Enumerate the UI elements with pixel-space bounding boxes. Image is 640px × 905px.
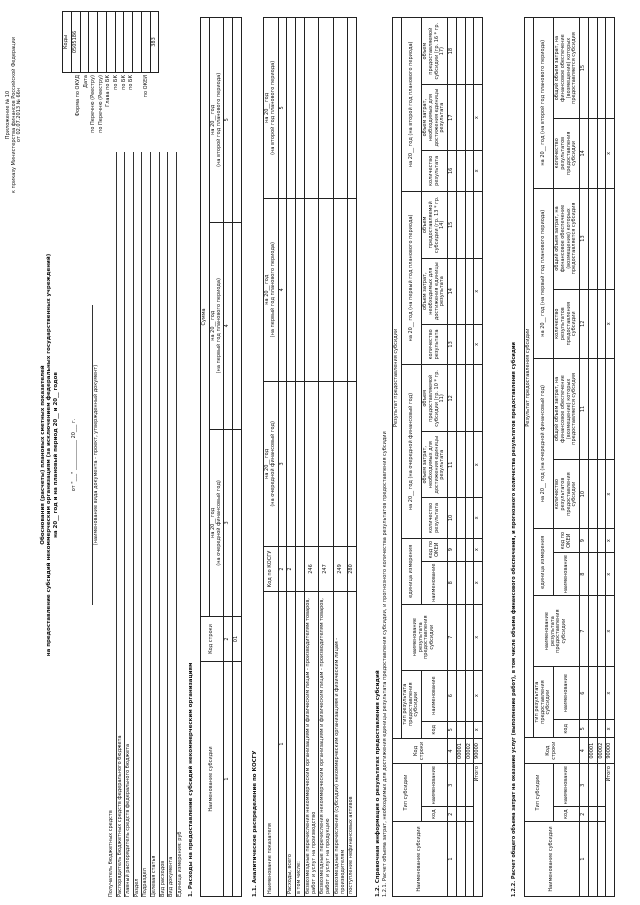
s13-num-7: 7 [580, 596, 589, 667]
s12-y1-total: объем предоставляемой субсидии (гр. 13 * гр. 14) [422, 191, 448, 258]
code-label-bk-3: по БК [128, 75, 135, 90]
s13-num-11: 11 [580, 358, 589, 459]
s1-year2-label: на 20__ год [209, 104, 216, 135]
s11-row-2-name: в том числе: [296, 592, 305, 897]
s12-x-5: х [474, 538, 483, 561]
s1-num-1: 1 [224, 662, 233, 897]
s12-total-label: Итого [474, 764, 483, 897]
code-okud: 0505186 [71, 12, 80, 73]
appendix-line-1: Приложение № 10 [5, 90, 11, 140]
s12-num-10: 10 [448, 498, 457, 539]
s12-num-18: 18 [448, 18, 457, 85]
field-unit [177, 152, 185, 897]
s11-row-4-name: безвозмездные перечисления некоммерческим организациям и физическим лицам - производителям товаров, работ и услуг на продукцию [319, 592, 334, 897]
s1-row-code: 01 [233, 617, 242, 662]
field-unit-label: Единица измерения: [176, 842, 183, 897]
field-distributor: Распорядитель бюджетных средств федерального бюджета [117, 152, 126, 897]
s1-col-name: Наименование субсидии [201, 662, 224, 897]
s12-num-6: 6 [448, 670, 457, 721]
s12-num-12: 12 [448, 365, 457, 432]
s13-restype-code: код [554, 720, 580, 738]
s13-num-8: 8 [580, 553, 589, 596]
s1-year0-sub: (на очередной финансовый год) [215, 480, 222, 566]
s12-num-7: 7 [448, 604, 457, 670]
s12-row-1-code: 00001 [456, 738, 465, 763]
appendix-block [6, 15, 23, 215]
s12-num-2: 2 [448, 807, 457, 822]
code-okei: 383 [150, 12, 159, 73]
code-bk-3 [133, 12, 142, 73]
field-section: Раздел [134, 152, 143, 897]
codes-head: Коды [63, 12, 72, 73]
s1-year0-label: на 20__ год [209, 507, 216, 538]
s11-row-2-code [296, 547, 305, 592]
s12-col-restype: тип результата предоставления субсидии [401, 670, 421, 738]
s13-y2-total: общий объем затрат, на финансовое обеспечение (возмещение) которых предоставляется субсидия [554, 18, 580, 119]
s13-year2-label: на 20__ год [539, 135, 546, 166]
s1-num-4: 4 [224, 222, 233, 429]
s12-col-name: Наименование субсидии [393, 822, 448, 897]
field-main-distributor: Главный распорядитель средств федерального бюджета [125, 152, 134, 897]
s12-y1-qty: количество результата [422, 324, 448, 365]
s12-num-13: 13 [448, 324, 457, 365]
s11-year1 [264, 198, 279, 381]
s13-x-2: х [606, 666, 615, 719]
s13-num-3: 3 [580, 764, 589, 807]
s12-x-4: х [474, 561, 483, 604]
s13-num-5: 5 [580, 720, 589, 738]
s13-col-code: Код строки [525, 738, 580, 764]
s12-type-name: наименование [422, 764, 448, 807]
codes-table [62, 11, 159, 73]
s13-type-code: код [554, 807, 580, 822]
s12-x-10: х [474, 150, 483, 191]
s12-x-2: х [474, 670, 483, 721]
s12-num-1: 1 [448, 822, 457, 897]
s12-num-3: 3 [448, 764, 457, 807]
s13-num-10: 10 [580, 459, 589, 528]
s11-row-5-name: безвозмездные перечисления (субсидии) некоммерческим организациям и физическим лицам - производителям [333, 592, 348, 897]
s12-year1-label: на 20__ год [407, 311, 414, 342]
code-label-bk-2: по БК [120, 75, 127, 90]
s13-num-12: 12 [580, 289, 589, 358]
s12-num-15: 15 [448, 191, 457, 258]
s12-year1-sub: (на первый год планового периода) [407, 214, 414, 310]
s1-year1-label: на 20__ год [209, 310, 216, 341]
appendix-line-2: к приказу Министерства финансов Российской Федерации [10, 36, 17, 194]
code-bk-1 [115, 12, 124, 73]
s12-x-9: х [474, 258, 483, 324]
s12-y0-qty: количество результата [422, 498, 448, 539]
code-registry-2 [98, 12, 107, 73]
s12-x-3: х [474, 604, 483, 670]
s13-col-type: Тип субсидии [525, 764, 554, 822]
section12-table [392, 17, 483, 897]
s13-num-6: 6 [580, 666, 589, 719]
appendix-line-3: от 02.07.2013 № 66н [16, 87, 22, 143]
s12-col-resname: наименование результата предоставления субсидии [401, 604, 447, 670]
s12-type-code: код [422, 807, 448, 822]
s12-x-7: х [474, 432, 483, 498]
title-line-3: на 20__ год и на плановый период 20__ и 20__ годов [52, 372, 59, 538]
code-label-bk-1: по БК [112, 75, 119, 90]
s12-x-1: х [474, 721, 483, 738]
s13-x-8: х [606, 119, 615, 188]
s11-year2-label: на 20__ год [264, 92, 270, 123]
code-bk-2 [124, 12, 133, 73]
s11-year0-sub: (на очередной финансовый год) [269, 421, 276, 507]
code-label-registry-1: по Перечню (Реестру) [90, 75, 97, 133]
s13-year0 [533, 358, 553, 528]
s13-unit-okei: код по ОКЕИ [554, 529, 580, 553]
s13-y0-total: общий объем затрат, на финансовое обеспечение (возмещение) которых предоставляется субсидия [554, 358, 580, 459]
s11-row-4-code: 247 [319, 547, 334, 592]
s12-y2-unitcost: объем затрат, необходимых для достижения единицы результата [422, 85, 448, 151]
section1-table [200, 17, 242, 897]
s12-num-4: 4 [448, 738, 457, 763]
field-recipient: Получатель бюджетных средств [108, 152, 117, 897]
s13-x-5: х [606, 529, 615, 553]
s12-y0-unitcost: объем затрат, необходимых для достижения единицы результата [422, 432, 448, 498]
s13-x-7: х [606, 289, 615, 358]
s13-num-9: 9 [580, 529, 589, 553]
code-label-registry-2: по Перечню (Реестру) [97, 75, 104, 133]
s11-year2 [264, 18, 279, 199]
s11-year1-sub: (на первый год планового периода) [269, 242, 276, 338]
s13-restype-name: наименование [554, 666, 580, 719]
s12-num-17: 17 [448, 85, 457, 151]
s12-y0-total: объем предоставляемой субсидии (гр. 10 * гр. 11) [422, 365, 448, 432]
s13-x-3: х [606, 596, 615, 667]
document-date: от "___" ____________ 20___ г. [71, 418, 77, 492]
s1-row-name [233, 662, 242, 897]
s13-y1-qty: количество результатов предоставления субсидии [554, 289, 580, 358]
s11-year0 [264, 381, 279, 546]
header-fields [108, 152, 184, 897]
s13-y1-total: общий объем затрат, на финансовое обеспечение (возмещение) которых предоставляется субсидия [554, 188, 580, 289]
s11-row-3-code: 246 [304, 547, 319, 592]
code-glava [106, 12, 115, 73]
s11-year0-label: на 20__ год [264, 448, 270, 479]
s11-num-4: 4 [278, 198, 287, 381]
document-title [40, 205, 59, 705]
s12-y2-qty: количество результата [422, 150, 448, 191]
s13-row-2-code: 00002 [597, 738, 606, 764]
s11-year2-sub: (на второй год планового периода) [269, 60, 276, 155]
section11-title: 1.1. Аналитическое распределение по КОСГУ [252, 750, 258, 897]
s11-row-6-name: поступление нефинансовых активов [348, 592, 357, 897]
s11-col-name: Наименование показателя [264, 592, 279, 897]
title-line-1: Обоснования (расчеты) плановых сметных показателей [40, 365, 46, 545]
s12-year2-sub: (на второй год планового периода) [407, 41, 414, 136]
s1-year1 [209, 222, 224, 429]
s12-num-5: 5 [448, 721, 457, 738]
s11-row-1-code: 2 [287, 547, 296, 592]
s13-year1-label: на 20__ год [539, 306, 546, 337]
s12-col-code: Код строки [393, 738, 448, 763]
field-expense-type: Вид расходов [160, 152, 169, 897]
s13-col-resname: наименование результата предоставления субсидии [533, 596, 579, 667]
s13-year1 [533, 188, 553, 358]
s1-num-3: 3 [224, 429, 233, 616]
section12-subtitle: 1.2.1. Расчет объема затрат, необходимых для достижения единицы результата предоставления субсидии, и прогнозного количества результатов предоставления субсидии [382, 431, 388, 897]
s13-unit-name: наименование [554, 553, 580, 596]
section11-table [263, 17, 357, 897]
s11-col-code: Код по КОСГУ [264, 547, 279, 592]
s13-col-name: Наименование субсидии [525, 822, 580, 897]
s12-num-8: 8 [448, 561, 457, 604]
s13-row-1-code: 00001 [588, 738, 597, 764]
s13-y0-qty: количество результатов предоставления субсидии [554, 459, 580, 528]
s12-year0 [401, 365, 421, 539]
s13-num-2: 2 [580, 807, 589, 822]
s13-y2-qty: количество результатов предоставления субсидии [554, 119, 580, 188]
s12-unit-name: наименование [422, 561, 448, 604]
field-subsection: Подраздел [142, 152, 151, 897]
s11-num-3: 3 [278, 381, 287, 546]
s12-y1-unitcost: объем затрат, необходимых для достижения единицы результата [422, 258, 448, 324]
s1-num-2: 2 [224, 617, 233, 662]
s1-year0 [209, 429, 224, 616]
s12-num-16: 16 [448, 150, 457, 191]
s12-num-14: 14 [448, 258, 457, 324]
s1-year1-sub: (на первый год планового периода) [215, 278, 222, 374]
s13-num-15: 15 [580, 18, 589, 119]
s12-col-type: Тип субсидии [393, 764, 422, 822]
s11-row-3-name: безвозмездные перечисления некоммерческим организациям и физическим лицам - производителям товаров, работ и услуг на производство [304, 592, 319, 897]
s12-x-6: х [474, 498, 483, 539]
s12-result-head: Результат предоставления субсидии [393, 18, 402, 739]
s11-num-2: 2 [278, 547, 287, 592]
s13-type-name: наименование [554, 764, 580, 807]
s13-total-label: Итого [606, 764, 615, 897]
s13-result-head: Результат предоставления субсидии [525, 18, 534, 738]
s12-num-9: 9 [448, 538, 457, 561]
title-line-2: на предоставление субсидий некоммерческим организациям (за исключением федеральных государственных учреждений) [46, 253, 53, 657]
s13-total-code: 90000 [606, 738, 615, 764]
s13-num-14: 14 [580, 119, 589, 188]
field-document-type: Вид документа [168, 152, 177, 897]
code-registry-1 [89, 12, 98, 73]
s1-col-sum: Сумма [201, 18, 210, 617]
s11-row-1-name: Расходы, всего [287, 592, 296, 897]
s12-total-code: 90000 [474, 738, 483, 763]
s13-num-13: 13 [580, 188, 589, 289]
s12-num-11: 11 [448, 432, 457, 498]
s1-year2-sub: (на второй год планового периода) [215, 72, 222, 167]
s13-year0-label: на 20__ год [539, 472, 546, 503]
code-label-date: Дата [82, 75, 89, 88]
s1-num-5: 5 [224, 18, 233, 223]
document-kind-note: (наименование вида документа - проект, утвержденный документ) [92, 305, 100, 605]
s12-year0-label: на 20__ год [407, 480, 414, 511]
s12-year2 [401, 18, 421, 192]
code-blank [141, 12, 150, 73]
s13-num-1: 1 [580, 822, 589, 897]
code-date [80, 12, 89, 73]
s13-year2-sub: (на второй год планового периода) [539, 39, 546, 134]
s11-num-5: 5 [278, 18, 287, 199]
s12-restype-name: наименование [422, 670, 448, 721]
s13-x-1: х [606, 720, 615, 738]
section13-table [524, 17, 615, 897]
section12-title: 1.2. Справочная информация о результатах предоставления субсидий [375, 670, 381, 897]
field-unit-value: руб [176, 831, 183, 841]
s11-num-1: 1 [278, 592, 287, 897]
s13-col-restype: тип результата предоставления субсидии [533, 666, 553, 737]
s13-x-4: х [606, 553, 615, 596]
section1-title: 1. Расходы на предоставление субсидий некоммерческим организациям [188, 662, 194, 897]
s13-x-6: х [606, 459, 615, 528]
s1-col-code: Код строки [201, 617, 224, 662]
s12-y2-total: объем предоставляемой субсидии (гр. 16 * гр. 17) [422, 18, 448, 85]
s12-restype-code: код [422, 721, 448, 738]
s13-num-4: 4 [580, 738, 589, 764]
s11-row-5-code: 249 [333, 547, 348, 592]
s11-row-6-code: 280 [348, 547, 357, 592]
s12-year0-sub: (на очередной финансовый год) [407, 392, 414, 479]
code-label-glava: Глава по БК [105, 75, 112, 107]
s12-unit-okei: код по ОКЕИ [422, 538, 448, 561]
section13-title: 1.2.2. Расчет общего объема затрат на оказание услуг (выполнение работ), в том числе объема финансового обеспечения, и прогнозного количества результатов предоставления субсидии [511, 342, 517, 897]
s13-col-unit: единица измерения [533, 529, 553, 596]
code-label-okud: Форма по ОКУД [75, 75, 81, 117]
s12-year2-label: на 20__ год [407, 137, 414, 168]
code-label-okei: по ОКЕИ [143, 75, 150, 98]
s12-year1 [401, 191, 421, 365]
s1-year2 [209, 18, 224, 223]
field-target-article: Целевая статья [151, 152, 160, 897]
s13-year2 [533, 18, 553, 189]
s12-x-11: х [474, 85, 483, 151]
s13-year1-sub: (на первый год планового периода) [539, 209, 546, 306]
codes-labels [75, 75, 151, 145]
s11-year1-label: на 20__ год [264, 274, 270, 305]
s12-col-unit: единица измерения [401, 538, 421, 604]
s12-row-2-code: 00002 [465, 738, 474, 763]
s12-x-8: х [474, 324, 483, 365]
s13-year0-sub: (на очередной финансовый год) [539, 385, 546, 471]
